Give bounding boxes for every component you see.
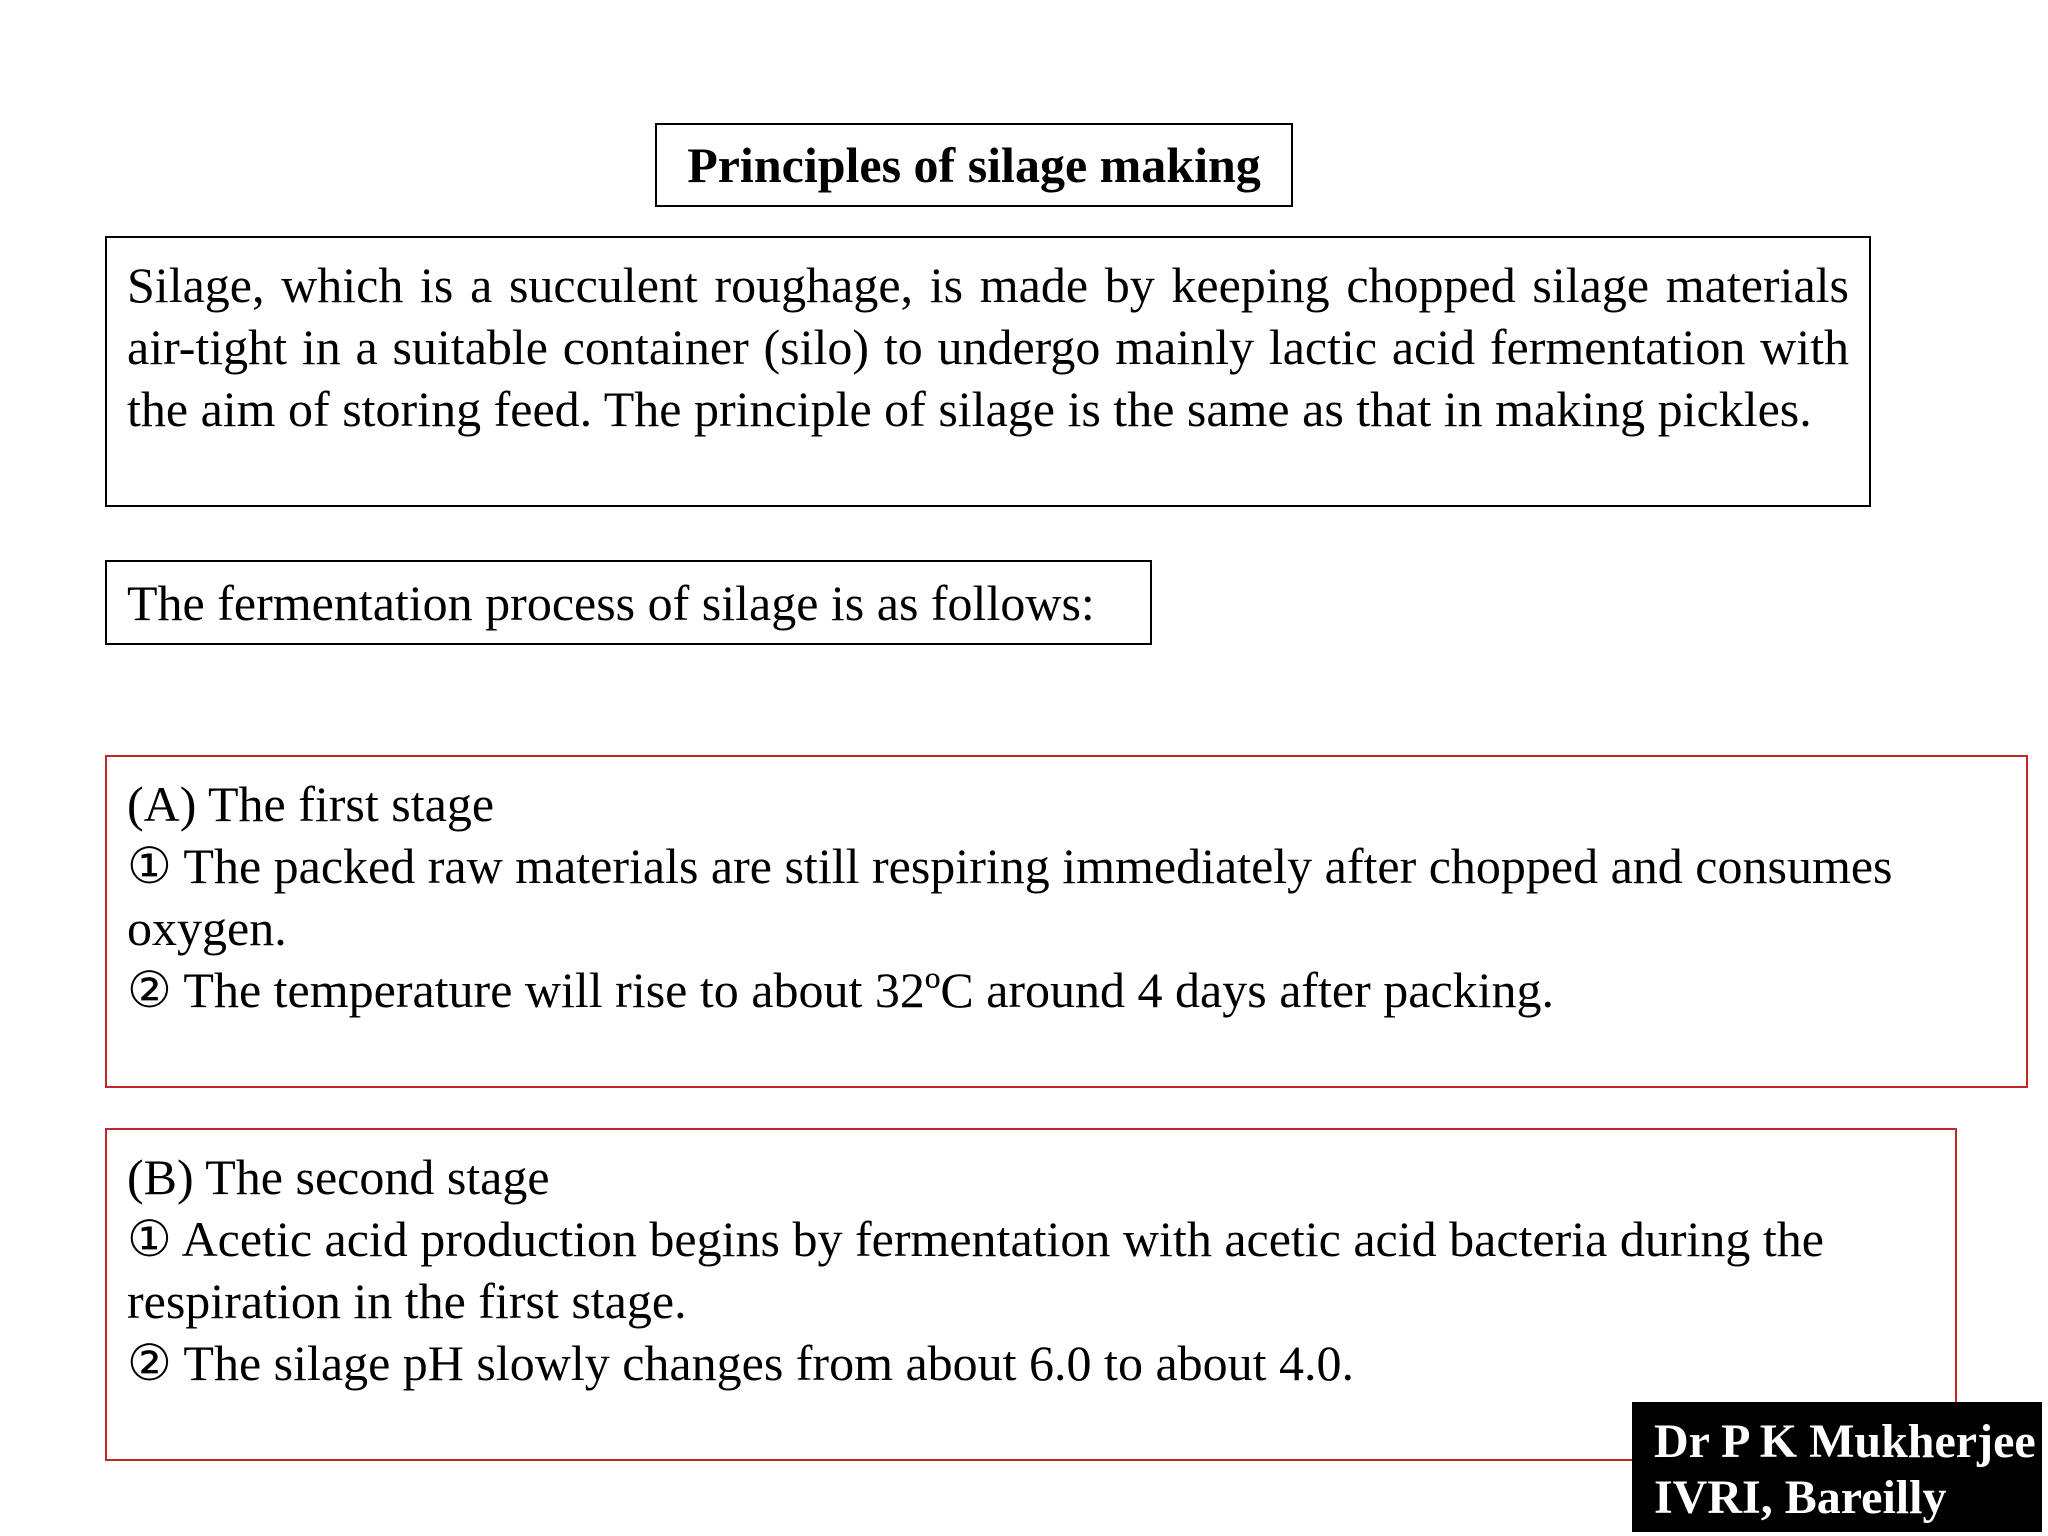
process-intro-box (105, 560, 1152, 645)
stage-b-heading: (B) The second stage (127, 1149, 550, 1205)
process-intro-text: The fermentation process of silage is as follows: (127, 574, 1095, 631)
author-institution: IVRI, Bareilly (1654, 1471, 1947, 1524)
stage-a-heading: (A) The first stage (127, 776, 495, 832)
stage-b-item-2: ② The silage pH slowly changes from about 6.0 to about 4.0. (127, 1335, 1355, 1391)
definition-paragraph: Silage, which is a succulent roughage, is made by keeping chopped silage materials air-tight in a suitable container (silo) to undergo mainly lactic acid fermentation with the aim of storing feed. The principle of silage is the same as that in making pickles. (127, 257, 1849, 437)
author-credit (1632, 1402, 2042, 1532)
stage-a-item-2: ② The temperature will rise to about 32ºC around 4 days after packing. (127, 962, 1555, 1018)
slide-title: Principles of silage making (687, 137, 1261, 193)
author-name: Dr P K Mukherjee (1654, 1415, 2036, 1468)
stage-a-box (105, 755, 2028, 1088)
stage-b-item-1: ① Acetic acid production begins by fermentation with acetic acid bacteria during the respiration in the first stage. (127, 1211, 1824, 1329)
definition-box (105, 236, 1871, 507)
stage-a-item-1: ① The packed raw materials are still respiring immediately after chopped and consumes oxygen. (127, 838, 1893, 956)
title-box (655, 123, 1293, 207)
